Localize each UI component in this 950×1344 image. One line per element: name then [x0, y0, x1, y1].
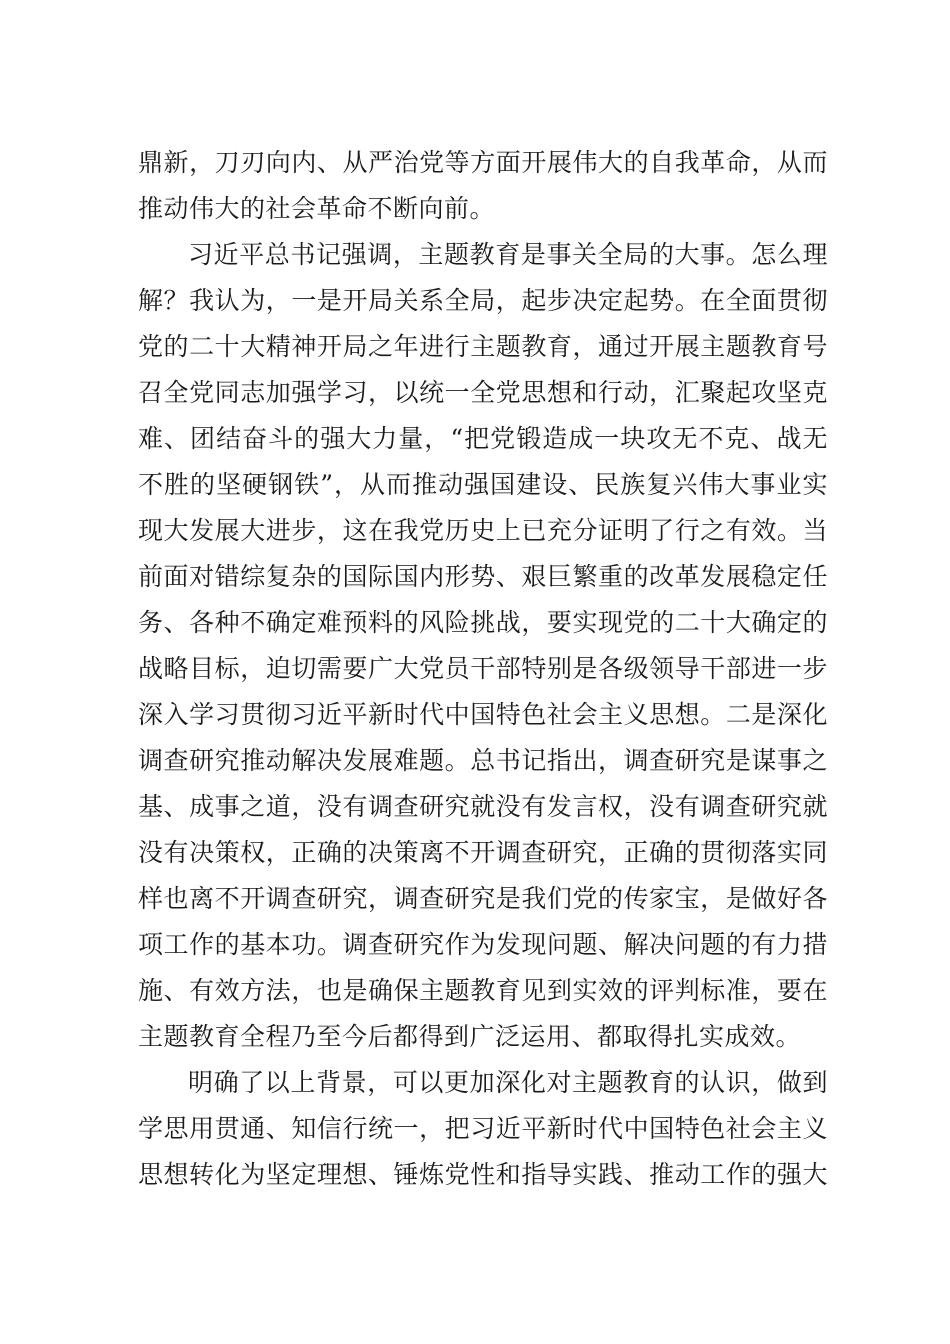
text-line: 难、团结奋斗的强大力量，“把党锻造成一块攻无不克、战无 — [138, 424, 828, 453]
text-line: 明确了以上背景，可以更加深化对主题教育的认识，做到 — [188, 1068, 828, 1097]
text-line: 不胜的坚硬钢铁”，从而推动强国建设、民族复兴伟大事业实 — [138, 470, 828, 499]
text-line: 项工作的基本功。调查研究作为发现问题、解决问题的有力措 — [138, 930, 828, 959]
text-line: 召全党同志加强学习，以统一全党思想和行动，汇聚起攻坚克 — [138, 378, 828, 407]
text-line: 学思用贯通、知信行统一，把习近平新时代中国特色社会主义 — [138, 1114, 828, 1143]
text-line: 主题教育全程乃至今后都得到广泛运用、都取得扎实成效。 — [138, 1022, 802, 1051]
text-line: 调查研究推动解决发展难题。总书记指出，调查研究是谋事之 — [138, 746, 828, 775]
paragraph — [138, 1060, 828, 1198]
text-line: 样也离不开调查研究，调查研究是我们党的传家宝，是做好各 — [138, 884, 828, 913]
text-line: 施、有效方法，也是确保主题教育见到实效的评判标准，要在 — [138, 976, 828, 1005]
document-page — [138, 140, 828, 1198]
paragraph — [138, 140, 828, 232]
text-line: 习近平总书记强调，主题教育是事关全局的大事。怎么理 — [188, 240, 828, 269]
text-line: 鼎新，刀刃向内、从严治党等方面开展伟大的自我革命，从而 — [138, 148, 828, 177]
text-line: 党的二十大精神开局之年进行主题教育，通过开展主题教育号 — [138, 332, 828, 361]
text-line: 解？我认为，一是开局关系全局，起步决定起势。在全面贯彻 — [138, 286, 828, 315]
paragraph — [138, 232, 828, 1060]
text-line: 前面对错综复杂的国际国内形势、艰巨繁重的改革发展稳定任 — [138, 562, 828, 591]
text-line: 没有决策权，正确的决策离不开调查研究，正确的贯彻落实同 — [138, 838, 828, 867]
text-line: 现大发展大进步，这在我党历史上已充分证明了行之有效。当 — [138, 516, 828, 545]
text-line: 推动伟大的社会革命不断向前。 — [138, 194, 496, 223]
text-line: 思想转化为坚定理想、锤炼党性和指导实践、推动工作的强大 — [138, 1160, 828, 1189]
text-line: 务、各种不确定难预料的风险挑战，要实现党的二十大确定的 — [138, 608, 828, 637]
text-line: 基、成事之道，没有调查研究就没有发言权，没有调查研究就 — [138, 792, 828, 821]
text-line: 深入学习贯彻习近平新时代中国特色社会主义思想。二是深化 — [138, 700, 828, 729]
text-line: 战略目标，迫切需要广大党员干部特别是各级领导干部进一步 — [138, 654, 828, 683]
